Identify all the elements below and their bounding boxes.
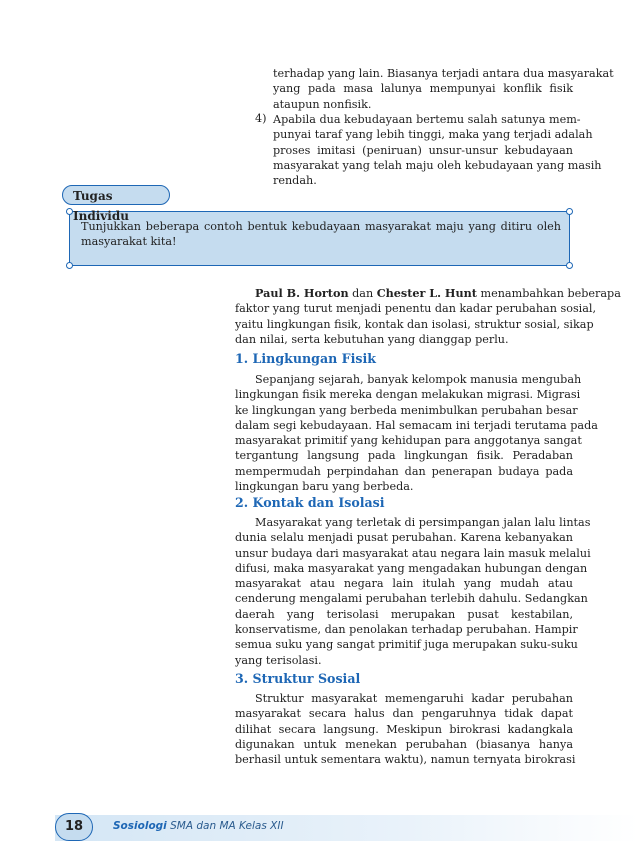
text-line: masyarakat atau negara lain itulah yang mudah atau: [235, 577, 573, 591]
text-line: Tunjukkan beberapa contoh bentuk kebudayaan masyarakat maju yang ditiru oleh: [81, 220, 561, 233]
text-line: lingkungan baru yang berbeda.: [235, 480, 414, 494]
text-line: Masyarakat yang terletak di persimpangan jalan lalu lintas: [255, 516, 591, 529]
footer-subject: Sosiologi: [113, 820, 167, 832]
text-line: dilihat secara langsung. Meskipun birokrasi kadangkala: [235, 722, 573, 736]
text-line: yang terisolasi.: [235, 653, 322, 667]
text-line: tergantung langsung pada lingkungan fisik. Peradaban: [235, 449, 573, 463]
text-line: [235, 286, 621, 301]
text-line: masyarakat secara halus dan pengaruhnya tidak dapat: [235, 707, 573, 721]
corner-dot-icon: [66, 208, 73, 215]
text-line: dan nilai, serta kebutuhan yang dianggap perlu.: [235, 332, 509, 346]
text-line: mempermudah perpindahan dan penerapan budaya pada: [235, 464, 573, 478]
text-line: masyarakat kita!: [81, 235, 177, 249]
text-line: masyarakat yang telah maju oleh kebudayaan yang masih: [273, 158, 602, 172]
text-line: rendah.: [273, 174, 317, 188]
text-line: digunakan untuk menekan perubahan (biasanya hanya: [235, 737, 573, 751]
corner-dot-icon: [566, 208, 573, 215]
corner-dot-icon: [66, 262, 73, 269]
section-paragraph: [235, 691, 576, 767]
text-line: lingkungan fisik mereka dengan melakukan migrasi. Migrasi: [235, 388, 581, 402]
list-item-continuation: [273, 66, 614, 112]
text-line: unsur budaya dari masyarakat atau negara lain masuk melalui: [235, 546, 591, 560]
text-line: cenderung mengalami perubahan terlebih dahulu. Sedangkan: [235, 592, 588, 606]
author-name: Paul B. Horton: [255, 286, 349, 300]
section-heading-struktur-sosial: 3. Struktur Sosial: [235, 671, 361, 686]
text-line: faktor yang turut menjadi penentu dan kadar perubahan sosial,: [235, 302, 597, 316]
section-heading-lingkungan-fisik: 1. Lingkungan Fisik: [235, 351, 377, 366]
text-line: Apabila dua kebudayaan bertemu salah satunya mem-: [273, 113, 581, 126]
author-name: Chester L. Hunt: [376, 286, 477, 300]
text-fragment: menambahkan beberapa: [476, 287, 621, 300]
text-line: proses imitasi (peniruan) unsur-unsur kebudayaan: [273, 143, 573, 157]
text-line: Struktur masyarakat memengaruhi kadar perubahan: [255, 692, 573, 705]
text-line: punyai taraf yang lebih tinggi, maka yang terjadi adalah: [273, 128, 593, 142]
text-line: konservatisme, dan penolakan terhadap perubahan. Hampir: [235, 623, 578, 637]
text-line: difusi, maka masyarakat yang mengadakan hubungan dengan: [235, 561, 588, 575]
text-line: ataupun nonfisik.: [273, 97, 372, 111]
text-fragment: dan: [348, 287, 377, 300]
section-heading-kontak-dan-isolasi: 2. Kontak dan Isolasi: [235, 495, 385, 510]
intro-paragraph: [235, 286, 621, 347]
list-item-4: [273, 112, 602, 188]
page-number: 18: [55, 813, 93, 841]
text-line: dunia selalu menjadi pusat perubahan. Karena kebanyakan: [235, 531, 573, 545]
text-line: Sepanjang sejarah, banyak kelompok manusia mengubah: [255, 373, 582, 386]
task-title: Tugas Individu: [62, 185, 170, 205]
text-line: yaitu lingkungan fisik, kontak dan isolasi, struktur sosial, sikap: [235, 317, 594, 331]
text-line: daerah yang terisolasi merupakan pusat kestabilan,: [235, 607, 573, 621]
list-item-number: 4): [255, 112, 267, 125]
text-line: terhadap yang lain. Biasanya terjadi antara dua masyarakat: [273, 67, 614, 80]
text-line: yang pada masa lalunya mempunyai konflik fisik: [273, 82, 573, 96]
footer-rest: SMA dan MA Kelas XII: [166, 820, 284, 832]
section-paragraph: [235, 372, 598, 494]
footer-book-title: [113, 820, 284, 832]
text-line: dalam segi kebudayaan. Hal semacam ini terjadi terutama pada: [235, 418, 598, 432]
corner-dot-icon: [566, 262, 573, 269]
text-line: semua suku yang sangat primitif juga merupakan suku-suku: [235, 638, 578, 652]
task-text: [81, 219, 561, 250]
text-line: masyarakat primitif yang kehidupan para anggotanya sangat: [235, 434, 582, 448]
section-paragraph: [235, 515, 591, 668]
text-line: berhasil untuk sementara waktu), namun ternyata birokrasi: [235, 753, 576, 767]
text-line: ke lingkungan yang berbeda menimbulkan perubahan besar: [235, 403, 578, 417]
